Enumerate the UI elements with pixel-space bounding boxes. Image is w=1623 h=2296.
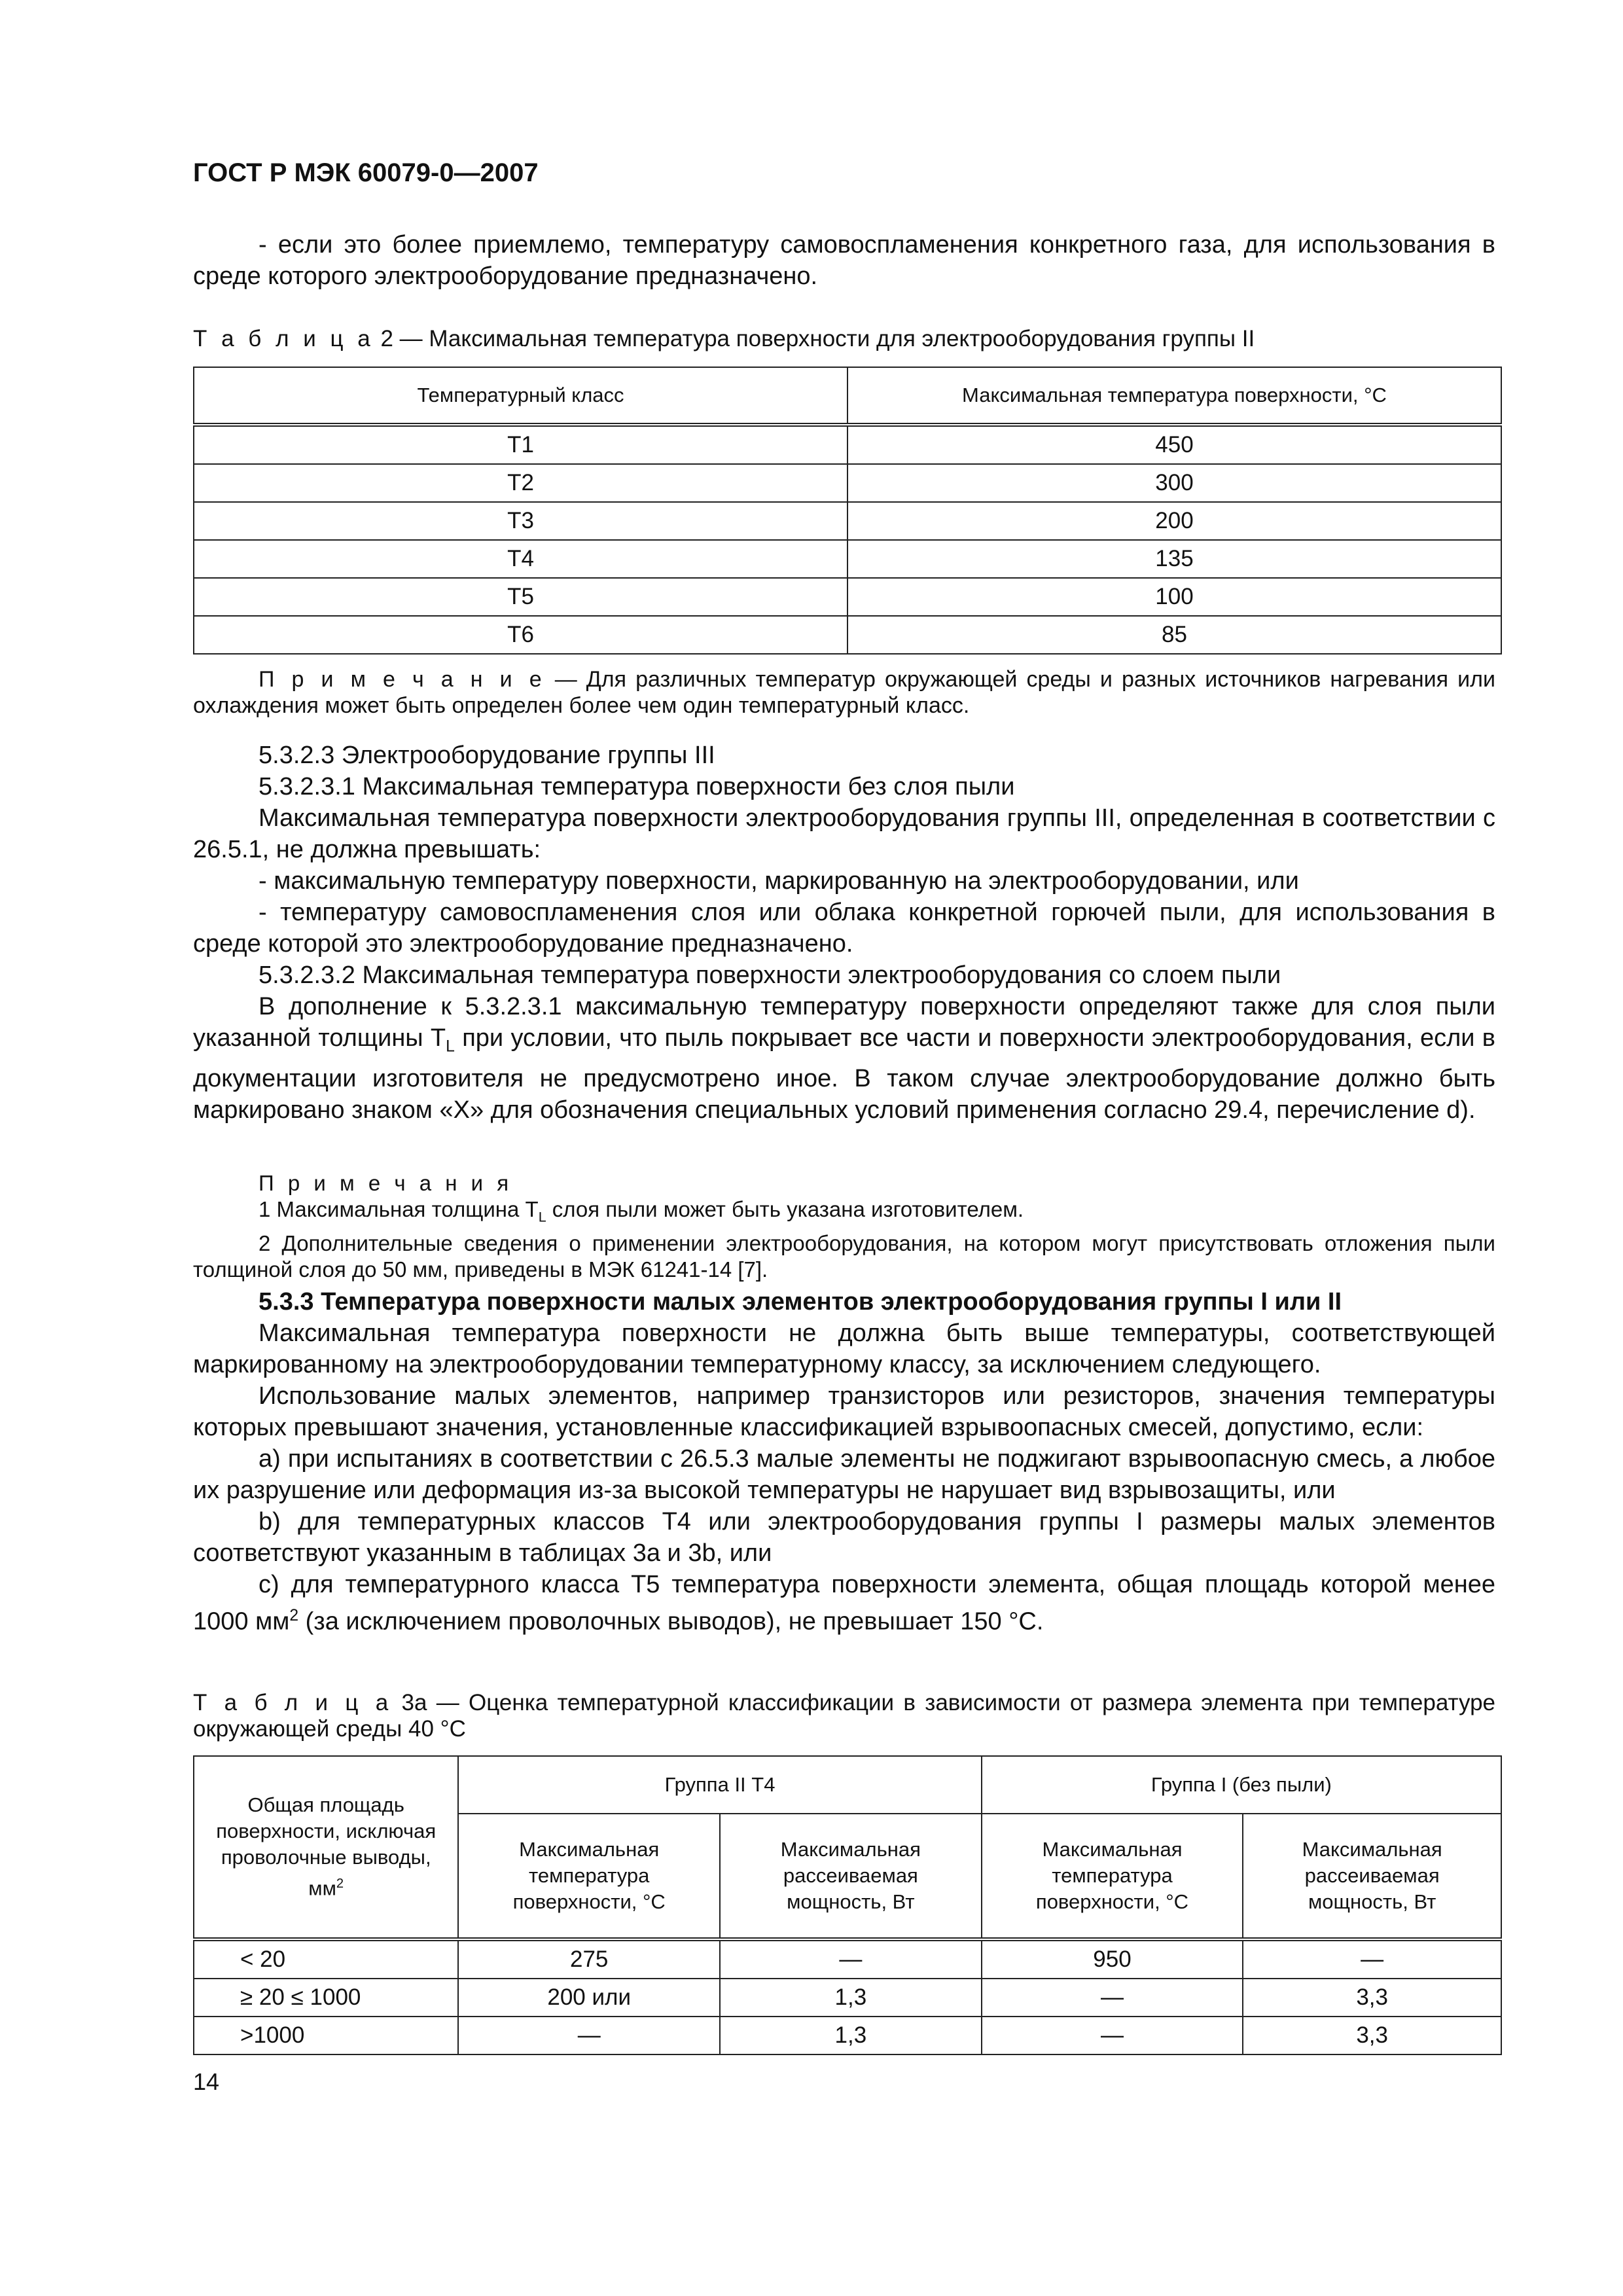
- list-item: b) для температурных классов Т4 или электрооборудования группы I размеры малых элементов соответствуют указанным в таблицах 3а и 3b, или: [193, 1508, 1495, 1567]
- superscript: 2: [336, 1876, 344, 1892]
- table-row: [194, 616, 1501, 654]
- caption-prefix: Т а б л и ц а: [193, 326, 374, 351]
- table-cell: 3,3: [1243, 1979, 1501, 2017]
- table-row: [194, 425, 1501, 464]
- table3a-subheader: Максимальная температура поверхности, °С: [458, 1814, 720, 1939]
- note-label: П р и м е ч а н и е: [259, 667, 546, 692]
- paragraph: Использование малых элементов, например транзисторов или резисторов, значения температуры которых превышают значения, установленные классификацией взрывоопасных смесей, допустимо, если:: [193, 1382, 1495, 1441]
- table-cell: ≥ 20 ≤ 1000: [194, 1979, 458, 2017]
- table-cell: Т2: [194, 464, 847, 502]
- list-item: - температуру самовоспламенения слоя или облака конкретной горючей пыли, для использования в среде которой это электрооборудование предназначено.: [193, 899, 1495, 958]
- table-cell: >1000: [194, 2017, 458, 2054]
- table3a-header-group-i: Группа I (без пыли): [982, 1756, 1501, 1814]
- paragraph: Максимальная температура поверхности электрооборудования группы III, определенная в соответствии с 26.5.1, не должна превышать:: [193, 804, 1495, 863]
- text-run: при условии, что пыль покрывает все части и поверхности электрооборудования, если в документации изготовителя не предусмотрено иное. В таком случае электрооборудование должно быть маркировано знаком «X» для обозначения специальных условий применения согласно 29.4, перечисление d).: [193, 1024, 1495, 1124]
- text-run: слоя пыли может быть указана изготовителем.: [546, 1197, 1024, 1221]
- table-cell: Т1: [194, 425, 847, 464]
- table3a-subheader: Максимальная температура поверхности, °С: [982, 1814, 1243, 1939]
- section-5-3-2-3: [193, 740, 1495, 1126]
- table-cell: 100: [847, 578, 1501, 616]
- section-heading: 5.3.3 Температура поверхности малых элементов электрооборудования группы I или II: [259, 1288, 1342, 1316]
- intro-paragraph: - если это более приемлемо, температуру самовоспламенения конкретного газа, для использования в среде которого электрооборудование предназначено.: [193, 231, 1495, 290]
- table-cell: Т4: [194, 540, 847, 578]
- list-item: а) при испытаниях в соответствии с 26.5.3 малые элементы не поджигают взрывоопасную смесь, а любое их разрушение или деформация из-за высокой температуры не нарушает вид взрывозащиты, или: [193, 1445, 1495, 1504]
- table-3a: [193, 1755, 1502, 2055]
- subscript: L: [446, 1037, 455, 1056]
- table-row: [194, 2017, 1501, 2054]
- table-cell: 200: [847, 502, 1501, 540]
- text-run: В дополнение к 5.3.2.3.1 максимальную температуру поверхности определяют также для слоя пыли указанной толщины T: [193, 993, 1495, 1052]
- table-cell: —: [720, 1939, 982, 1979]
- caption-text: 3а — Оценка температурной классификации в зависимости от размера элемента при температуре окружающей среды 40 °С: [193, 1690, 1495, 1742]
- table2-header-class: Температурный класс: [194, 367, 847, 425]
- list-item: [193, 1569, 1495, 1638]
- table-cell: Т6: [194, 616, 847, 654]
- table-cell: —: [982, 2017, 1243, 2054]
- section-heading: 5.3.2.3 Электрооборудование группы III: [259, 742, 715, 769]
- table-cell: 450: [847, 425, 1501, 464]
- table-cell: 3,3: [1243, 2017, 1501, 2054]
- table-row: [194, 578, 1501, 616]
- table3a-header-area: [194, 1756, 458, 1939]
- table3a-header-group-ii: Группа II Т4: [458, 1756, 981, 1814]
- table-cell: —: [458, 2017, 720, 2054]
- superscript: 2: [289, 1607, 299, 1624]
- table-cell: Т5: [194, 578, 847, 616]
- text-run: Общая площадь поверхности, исключая проволочные выводы, мм: [216, 1793, 437, 1900]
- table-row: [194, 502, 1501, 540]
- table-cell: —: [1243, 1939, 1501, 1979]
- table-row: [194, 540, 1501, 578]
- table-cell: 1,3: [720, 2017, 982, 2054]
- table-cell: 200 или: [458, 1979, 720, 2017]
- text-run: (за исключением проволочных выводов), не превышает 150 °С.: [298, 1607, 1044, 1636]
- note-text: — Для различных температур окружающей среды и разных источников нагревания или охлаждения может быть определен более чем один температурный класс.: [193, 667, 1495, 718]
- subsection-heading: 5.3.2.3.1 Максимальная температура поверхности без слоя пыли: [259, 773, 1015, 800]
- caption-text: 2 — Максимальная температура поверхности для электрооборудования группы II: [374, 326, 1255, 351]
- table-cell: 950: [982, 1939, 1243, 1979]
- subsection-heading: 5.3.2.3.2 Максимальная температура поверхности электрооборудования со слоем пыли: [259, 961, 1281, 989]
- note-item: 2 Дополнительные сведения о применении электрооборудования, на котором могут присутствовать отложения пыли толщиной слоя до 50 мм, приведены в МЭК 61241-14 [7].: [193, 1230, 1495, 1282]
- text-run: с) для температурного класса Т5 температура поверхности элемента, общая площадь которой менее 1000 мм: [193, 1571, 1495, 1636]
- paragraph: [193, 991, 1495, 1126]
- table-cell: 135: [847, 540, 1501, 578]
- table-row: [194, 464, 1501, 502]
- paragraph: Максимальная температура поверхности не должна быть выше температуры, соответствующей маркированному на электрооборудовании температурному классу, за исключением следующего.: [193, 1319, 1495, 1378]
- text-run: 1 Максимальная толщина T: [259, 1197, 539, 1221]
- table-2: [193, 367, 1502, 655]
- table-cell: < 20: [194, 1939, 458, 1979]
- table3a-subheader: Максимальная рассеиваемая мощность, Вт: [720, 1814, 982, 1939]
- subscript: L: [538, 1209, 546, 1225]
- section-5-3-3: [193, 1286, 1495, 1638]
- table-cell: 85: [847, 616, 1501, 654]
- table-cell: Т3: [194, 502, 847, 540]
- table2-note: [193, 666, 1495, 719]
- page-number: 14: [193, 2068, 220, 2095]
- table3a-caption: [193, 1690, 1495, 1742]
- notes-block: [193, 1170, 1495, 1283]
- table-cell: 300: [847, 464, 1501, 502]
- table2-header-temp: Максимальная температура поверхности, °С: [847, 367, 1501, 425]
- notes-label: П р и м е ч а н и я: [259, 1171, 513, 1195]
- table-cell: 1,3: [720, 1979, 982, 2017]
- table-row: [194, 1939, 1501, 1979]
- caption-prefix: Т а б л и ц а: [193, 1690, 393, 1715]
- document-header: ГОСТ Р МЭК 60079-0—2007: [193, 158, 539, 187]
- table2-caption: [193, 326, 1495, 352]
- table-cell: —: [982, 1979, 1243, 2017]
- table-row: [194, 1979, 1501, 2017]
- table3a-subheader: Максимальная рассеиваемая мощность, Вт: [1243, 1814, 1501, 1939]
- list-item: - максимальную температуру поверхности, маркированную на электрооборудовании, или: [259, 867, 1299, 895]
- note-item: [193, 1196, 1495, 1230]
- table-cell: 275: [458, 1939, 720, 1979]
